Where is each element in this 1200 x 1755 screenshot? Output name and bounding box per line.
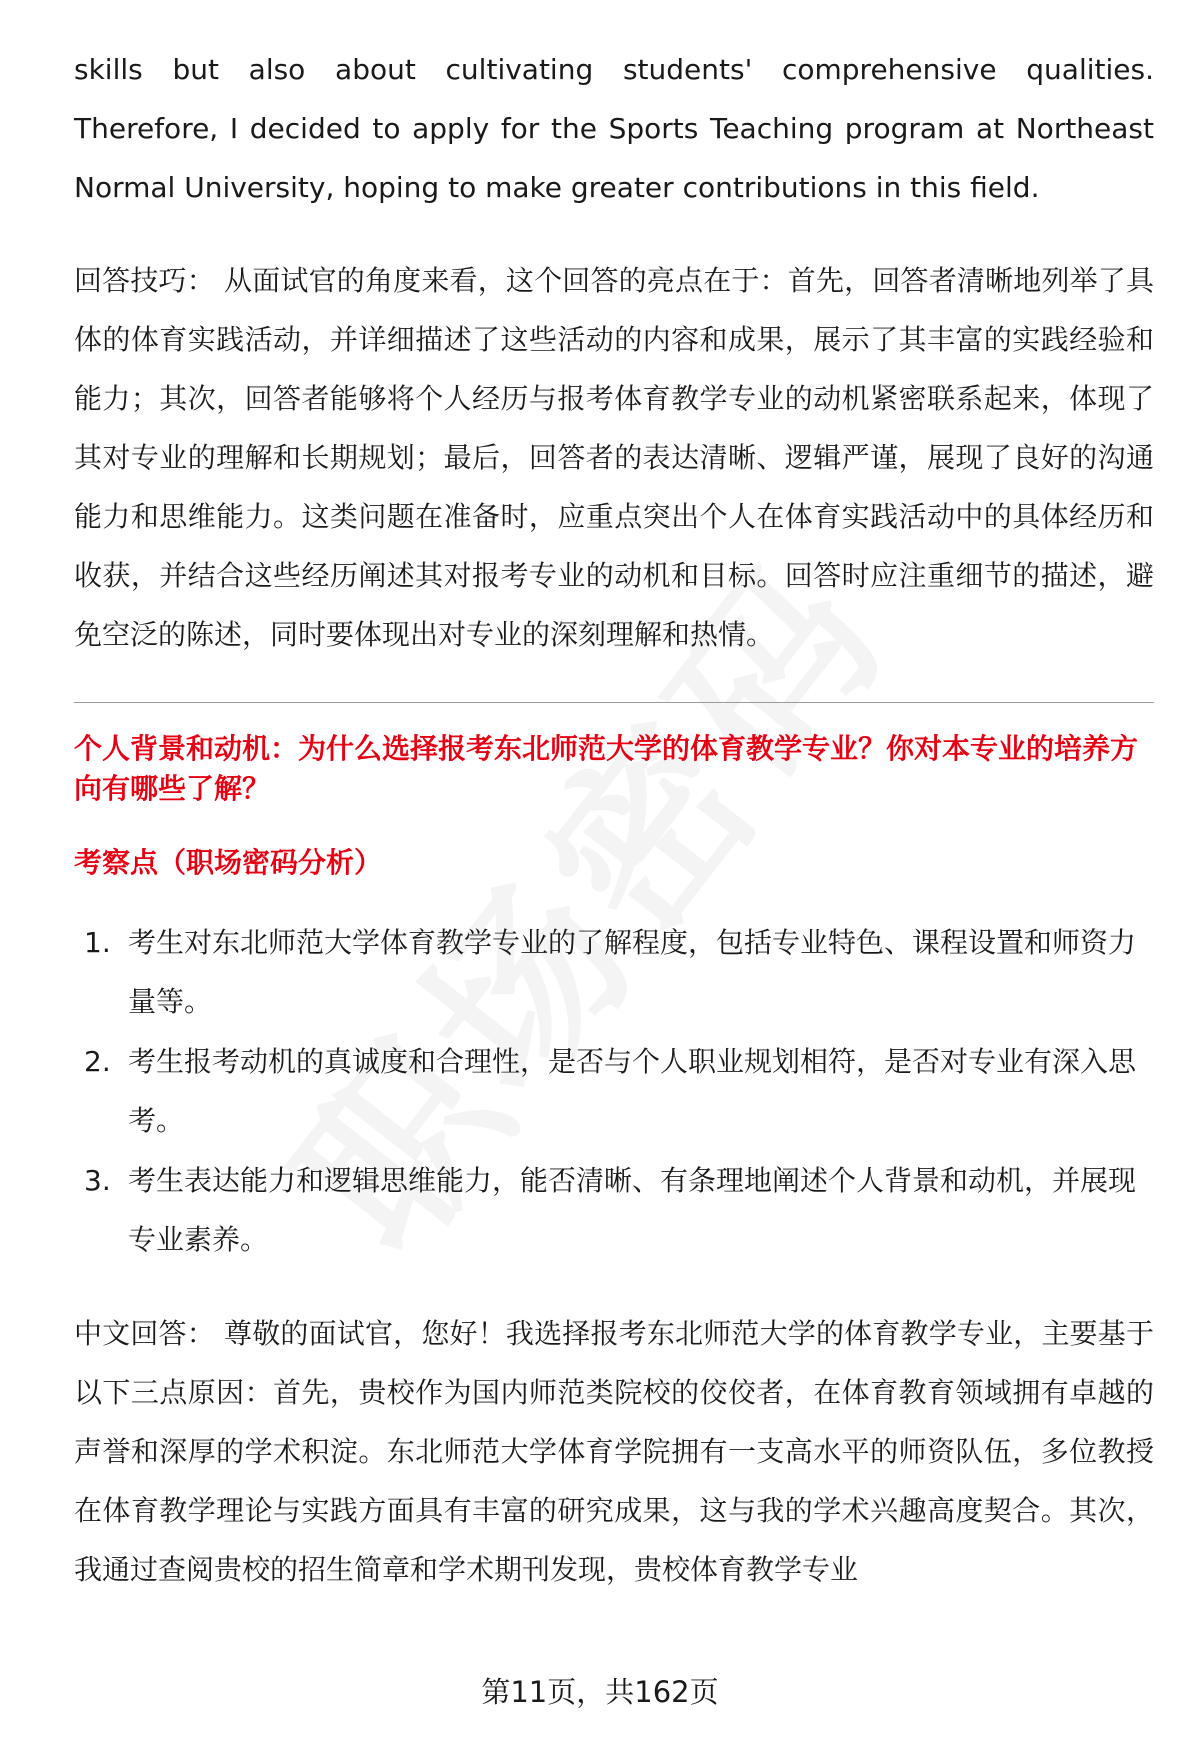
list-item <box>74 1032 1154 1150</box>
list-item-number: 3. <box>84 1164 111 1197</box>
points-list <box>74 913 1154 1269</box>
section-divider <box>74 702 1154 703</box>
list-item-number: 1. <box>84 926 111 959</box>
intro-paragraph: skills but also about cultivating students' comprehensive qualities. Therefore, I decided to apply for the Sports Teaching program at Northeast Normal University, hoping to make greater contributions in this field. <box>74 53 1154 204</box>
list-item <box>74 913 1154 1031</box>
list-item <box>74 1151 1154 1269</box>
tips-paragraph: 回答技巧： 从面试官的角度来看，这个回答的亮点在于：首先，回答者清晰地列举了具体的体育实践活动，并详细描述了这些活动的内容和成果，展示了其丰富的实践经验和能力；其次，回答者能够将个人经历与报考体育教学专业的动机紧密联系起来，体现了其对专业的理解和长期规划；最后，回答者的表达清晰、逻辑严谨，展现了良好的沟通能力和思维能力。这类问题在准备时，应重点突出个人在体育实践活动中的具体经历和收获，并结合这些经历阐述其对报考专业的动机和目标。回答时应注重细节的描述，避免空泛的陈述，同时要体现出对专业的深刻理解和热情。 <box>74 264 1154 651</box>
document-page <box>74 40 1154 1599</box>
list-item-text: 考生对东北师范大学体育教学专业的了解程度，包括专业特色、课程设置和师资力量等。 <box>128 926 1137 1018</box>
page-footer: 第11页，共162页 <box>481 1675 719 1709</box>
list-item-number: 2. <box>84 1045 111 1078</box>
list-item-text: 考生表达能力和逻辑思维能力，能否清晰、有条理地阐述个人背景和动机，并展现专业素养。 <box>128 1164 1137 1256</box>
answer-paragraph: 中文回答： 尊敬的面试官，您好！我选择报考东北师范大学的体育教学专业，主要基于以下三点原因：首先，贵校作为国内师范类院校的佼佼者，在体育教育领域拥有卓越的声誉和深厚的学术积淀。东北师范大学体育学院拥有一支高水平的师资队伍，多位教授在体育教学理论与实践方面具有丰富的研究成果，这与我的学术兴趣高度契合。其次，我通过查阅贵校的招生简章和学术期刊发现，贵校体育教学专业 <box>74 1317 1154 1586</box>
section-title: 考察点（职场密码分析） <box>74 846 383 879</box>
question-heading: 个人背景和动机：为什么选择报考东北师范大学的体育教学专业？你对本专业的培养方向有哪些了解？ <box>74 732 1139 805</box>
list-item-text: 考生报考动机的真诚度和合理性，是否与个人职业规划相符，是否对专业有深入思考。 <box>128 1045 1137 1137</box>
